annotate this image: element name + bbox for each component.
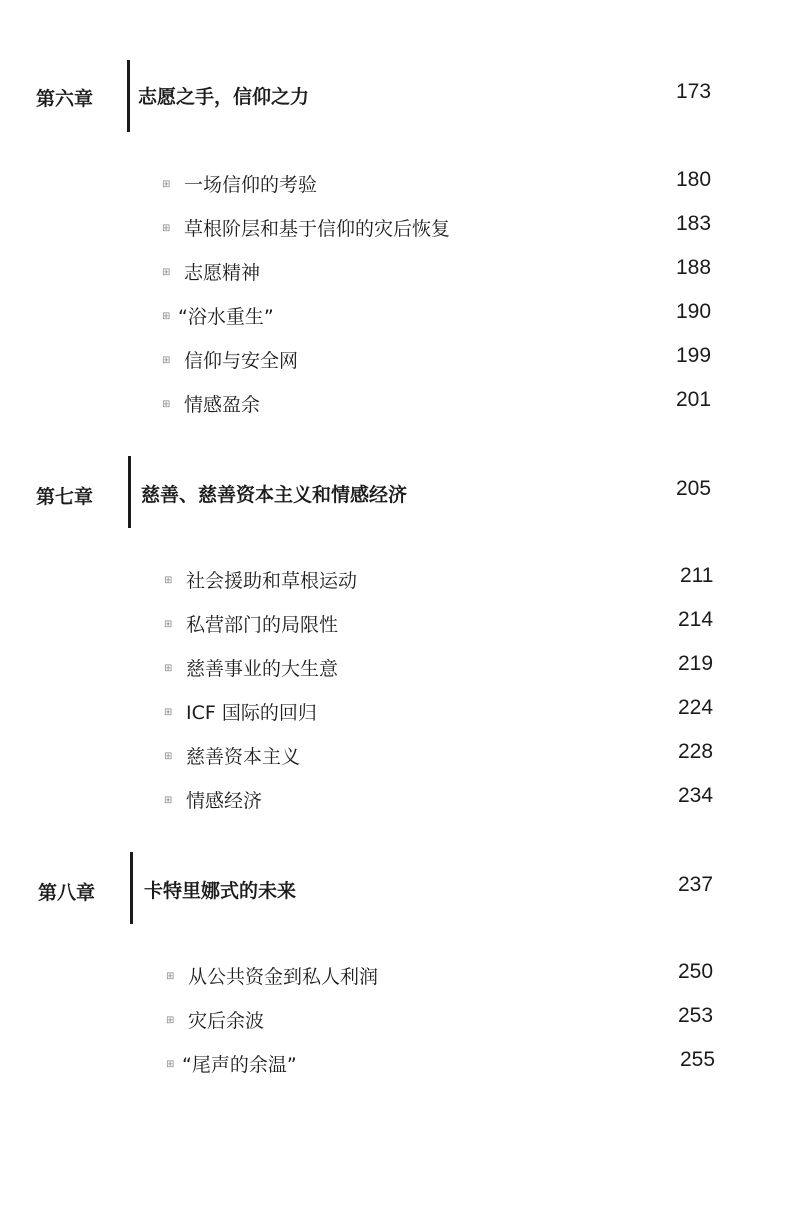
chapter-divider (128, 456, 131, 528)
entry-page-number: 234 (678, 784, 714, 807)
entry-page-number: 201 (676, 388, 712, 411)
entry-page-number: 183 (676, 212, 712, 235)
bullet-icon: ⊞ (164, 795, 173, 806)
toc-entry (0, 696, 790, 732)
chapter-heading (0, 852, 790, 932)
entry-title: 情感盈余 (184, 394, 261, 416)
entry-page-number: 253 (678, 1004, 714, 1027)
toc-entry (0, 784, 790, 820)
entry-title: 一场信仰的考验 (184, 174, 318, 196)
entry-title: 信仰与安全网 (184, 350, 299, 372)
toc-entry (0, 1048, 790, 1084)
bullet-icon: ⊞ (166, 1059, 175, 1070)
bullet-icon: ⊞ (162, 355, 171, 366)
toc-entry (0, 300, 790, 336)
chapter-divider (127, 60, 130, 132)
entry-title: 社会援助和草根运动 (186, 570, 358, 592)
bullet-icon: ⊞ (162, 179, 171, 190)
toc-entry (0, 1004, 790, 1040)
entry-title: “尾声的余温” (182, 1054, 297, 1076)
toc-entry (0, 960, 790, 996)
toc-entry (0, 168, 790, 204)
bullet-icon: ⊞ (162, 267, 171, 278)
entry-page-number: 214 (678, 608, 714, 631)
bullet-icon: ⊞ (166, 971, 175, 982)
bullet-icon: ⊞ (164, 575, 173, 586)
entry-title: 私营部门的局限性 (186, 614, 339, 636)
chapter-title: 慈善、慈善资本主义和情感经济 (141, 484, 408, 506)
entry-page-number: 255 (680, 1048, 716, 1071)
chapter-divider (130, 852, 133, 924)
toc-entry (0, 212, 790, 248)
bullet-icon: ⊞ (162, 223, 171, 234)
toc-entry (0, 256, 790, 292)
bullet-icon: ⊞ (166, 1015, 175, 1026)
entry-page-number: 188 (676, 256, 712, 279)
bullet-icon: ⊞ (162, 399, 171, 410)
toc-entry (0, 608, 790, 644)
entry-title: 情感经济 (186, 790, 263, 812)
toc-entry (0, 564, 790, 600)
chapter-heading (0, 60, 790, 140)
entry-title: 志愿精神 (184, 262, 261, 284)
toc-entry (0, 652, 790, 688)
entry-page-number: 228 (678, 740, 714, 763)
chapter-page-number: 205 (676, 477, 712, 500)
chapter-page-number: 173 (676, 80, 712, 103)
bullet-icon: ⊞ (164, 663, 173, 674)
entry-page-number: 250 (678, 960, 714, 983)
entry-page-number: 180 (676, 168, 712, 191)
entry-page-number: 190 (676, 300, 712, 323)
bullet-icon: ⊞ (164, 619, 173, 630)
chapter-number: 第八章 (38, 882, 96, 904)
bullet-icon: ⊞ (164, 751, 173, 762)
entry-title: 从公共资金到私人利润 (188, 966, 379, 988)
bullet-icon: ⊞ (162, 311, 171, 322)
entry-title: “浴水重生” (178, 306, 274, 328)
entry-page-number: 224 (678, 696, 714, 719)
chapter-title: 志愿之手，信仰之力 (138, 86, 310, 108)
chapter-page-number: 237 (678, 873, 714, 896)
entry-page-number: 211 (680, 564, 714, 587)
chapter-number: 第六章 (36, 88, 94, 110)
chapter-heading (0, 456, 790, 536)
toc-entry (0, 740, 790, 776)
entry-title: 灾后余波 (188, 1010, 265, 1032)
entry-title: 草根阶层和基于信仰的灾后恢复 (184, 218, 451, 240)
toc-entry (0, 388, 790, 424)
entry-title: 慈善事业的大生意 (186, 658, 339, 680)
entry-title: ICF 国际的回归 (186, 702, 317, 724)
entry-title: 慈善资本主义 (186, 746, 301, 768)
entry-page-number: 199 (676, 344, 712, 367)
toc-entry (0, 344, 790, 380)
chapter-title: 卡特里娜式的未来 (144, 880, 297, 902)
chapter-number: 第七章 (36, 486, 94, 508)
entry-page-number: 219 (678, 652, 714, 675)
bullet-icon: ⊞ (164, 707, 173, 718)
